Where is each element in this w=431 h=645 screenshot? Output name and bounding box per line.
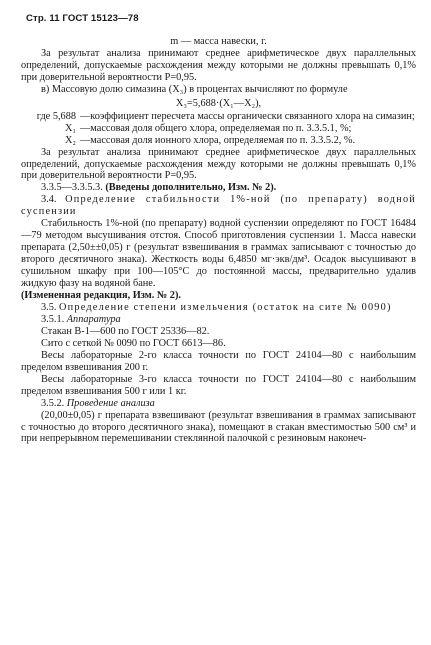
definition-text: массовая доля ионного хлора, определяемая по п. 3.3.5.2, %.	[90, 134, 356, 146]
page-header: Стр. 11 ГОСТ 15123—78	[26, 13, 139, 24]
section-3-3-5-note	[21, 182, 416, 194]
section-3-5-2-heading	[21, 398, 416, 410]
definition-dash: —	[80, 110, 91, 122]
document-body	[21, 36, 416, 445]
definition-text: массовая доля общего хлора, определяемая по п. 3.3.5.1, %;	[90, 122, 352, 134]
section-number: 3.5.1.	[41, 313, 65, 325]
section-number: 3.4.	[41, 194, 57, 206]
section-3-5-1-heading	[21, 314, 416, 326]
equipment-item: Сито с сеткой № 0090 по ГОСТ 6613—86.	[41, 337, 226, 349]
formula-definitions	[21, 111, 416, 147]
definition-dash: —	[80, 134, 91, 146]
equipment-item: Весы лабораторные 2-го класса точности по ГОСТ 24104—80 с наибольшим пределом взвешивания 200 г.	[21, 349, 416, 373]
section-number: 3.5.	[41, 301, 57, 313]
paragraph-analysis: (20,00±0,05) г препарата взвешивают (результат взвешивания в граммах записывают с точностью до второго десятичного знака), помещают в стакан вместимостью 500 см³ и при непрерывном перемешивании стеклянной палочкой с резиновым наконеч-	[21, 409, 416, 445]
section-number: 3.3.5—3.3.5.3.	[41, 182, 103, 194]
section-title: Определение стабильности 1%-ной (по препарату) водной суспензии	[21, 194, 416, 218]
definition-row	[21, 111, 416, 123]
section-number: 3.5.2.	[41, 397, 65, 409]
definition-dash: —	[80, 122, 91, 134]
definition-symbol: где 5,688	[36, 110, 76, 122]
section-title: Проведение анализа	[66, 397, 155, 409]
definition-text: коэффициент пересчета массы органически связанного хлора на симазин;	[90, 110, 415, 122]
amendment-note: (Введены дополнительно, Изм. № 2).	[105, 182, 277, 194]
definition-symbol: X₁	[64, 122, 76, 134]
mass-definition-line: m — масса навески, г.	[170, 36, 267, 47]
section-3-5-heading	[21, 302, 416, 314]
equipment-item: Стакан В-1—600 по ГОСТ 25336—82.	[41, 325, 210, 337]
definition-row	[21, 123, 416, 135]
section-3-4-heading	[21, 194, 416, 218]
paragraph-stability: Стабильность 1%-ной (по препарату) водной суспензии определяют по ГОСТ 16484—79 методом высушивания отстоя. Способ приготовления суспензии 1. Масса навески препарата (2,50±±0,05) г (результат взвешивания в граммах записывают с точностью до второго десятичного знака). Жесткость воды 6,4850 мг·экв/дм³. Осадок высушивают в сушильном шкафу при 100—105°С до постоянной массы, предварительно удалив жидкую фазу на водяной бане.	[21, 218, 416, 290]
amendment-note-3-4: (Измененная редакция, Изм. № 2).	[21, 290, 181, 302]
definition-row	[21, 135, 416, 147]
paragraph-simazine-intro: в) Массовую долю симазина (X₃) в процентах вычисляют по формуле	[41, 83, 348, 95]
paragraph-result-2: За результат анализа принимают среднее арифметическое двух параллельных определений, допускаемые расхождения между которыми не должны превышать 0,1% при доверительной вероятности P=0,95.	[21, 146, 416, 182]
formula-x3: X₃=5,688·(X₁—X₂),	[175, 97, 262, 109]
section-title: Определение степени измельчения (остаток на сите № 0090)	[59, 301, 392, 313]
section-title: Аппаратура	[66, 313, 121, 325]
definition-symbol: X₂	[64, 134, 76, 146]
paragraph-result-1: За результат анализа принимают среднее арифметическое двух параллельных определений, допускаемые расхождения между которыми не должны превышать 0,1% при доверительной вероятности P=0,95.	[21, 47, 416, 83]
equipment-item: Весы лабораторные 3-го класса точности по ГОСТ 24104—80 с наибольшим пределом взвешивания 500 г или 1 кг.	[21, 373, 416, 397]
